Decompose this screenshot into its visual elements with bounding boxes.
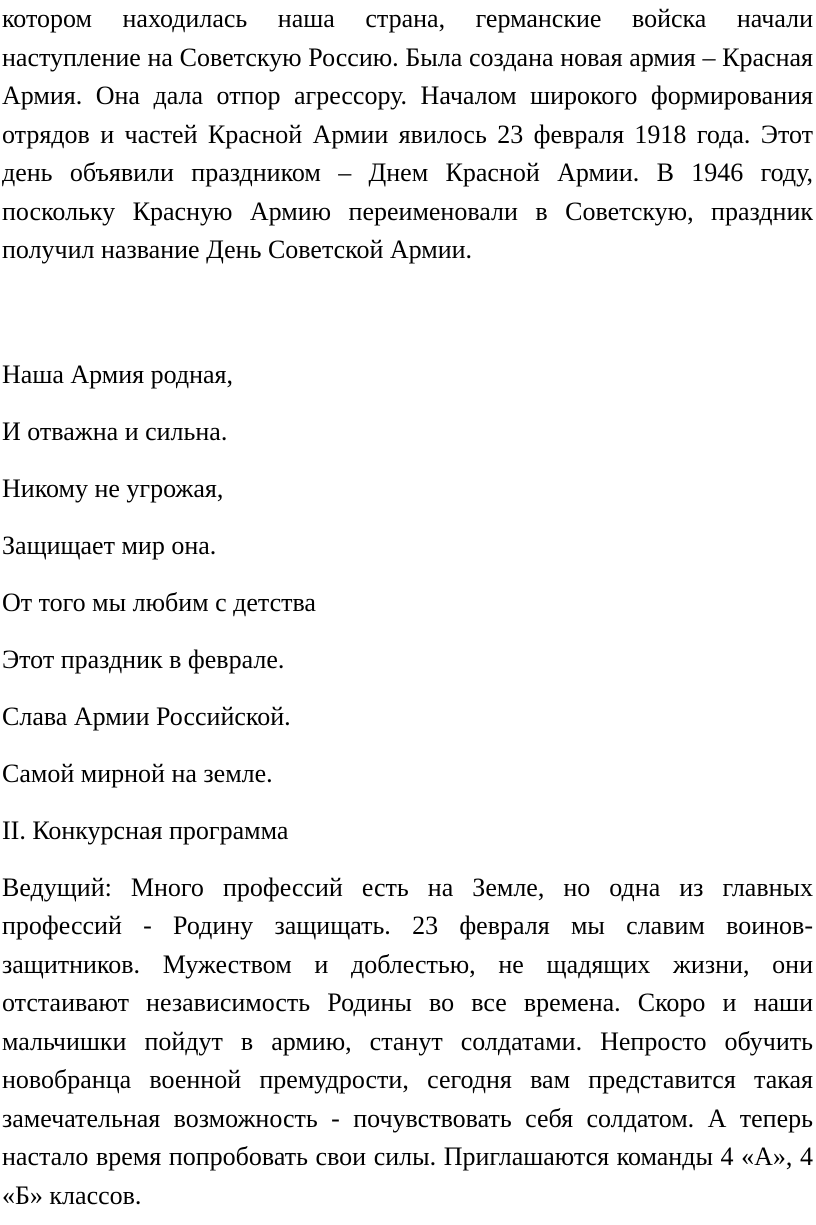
poem-line: Слава Армии Российской. xyxy=(2,701,291,731)
poem-line: От того мы любим с детства xyxy=(2,587,316,617)
poem-line: Этот праздник в феврале. xyxy=(2,644,285,674)
poem-line: И отважна и сильна. xyxy=(2,416,228,446)
document-page xyxy=(2,0,813,1215)
intro-paragraph: котором находилась наша страна, германские войска начали наступление на Советскую Россию. Была создана новая армия – Красная Армия. Она дала отпор агрессору. Началом широкого формирования отрядов и частей Красной Армии явилось 23 февраля 1918 года. Этот день объявили праздником – Днем Красной Армии. В 1946 году, поскольку Красную Армию переименовали в Советскую, праздник получил название День Советской Армии. xyxy=(2,4,813,264)
poem-line: Наша Армия родная, xyxy=(2,359,233,389)
host-paragraph: Ведущий: Много профессий есть на Земле, но одна из главных профессий - Родину защищать. 23 февраля мы славим воинов-защитников. Мужеством и доблестью, не щадящих жизни, они отстаивают независимость Родины во все времена. Скоро и наши мальчишки пойдут в армию, станут солдатами. Непросто обучить новобранца военной премудрости, сегодня вам представится такая замечательная возможность - почувствовать себя солдатом. А теперь настало время попробовать свои силы. Приглашаются команды 4 «А», 4 «Б» классов. xyxy=(2,872,813,1210)
poem-line: Никому не угрожая, xyxy=(2,473,224,503)
poem-line: Защищает мир она. xyxy=(2,530,217,560)
poem xyxy=(2,356,813,793)
section-title: II. Конкурсная программа xyxy=(2,815,289,845)
poem-line: Самой мирной на земле. xyxy=(2,758,273,788)
